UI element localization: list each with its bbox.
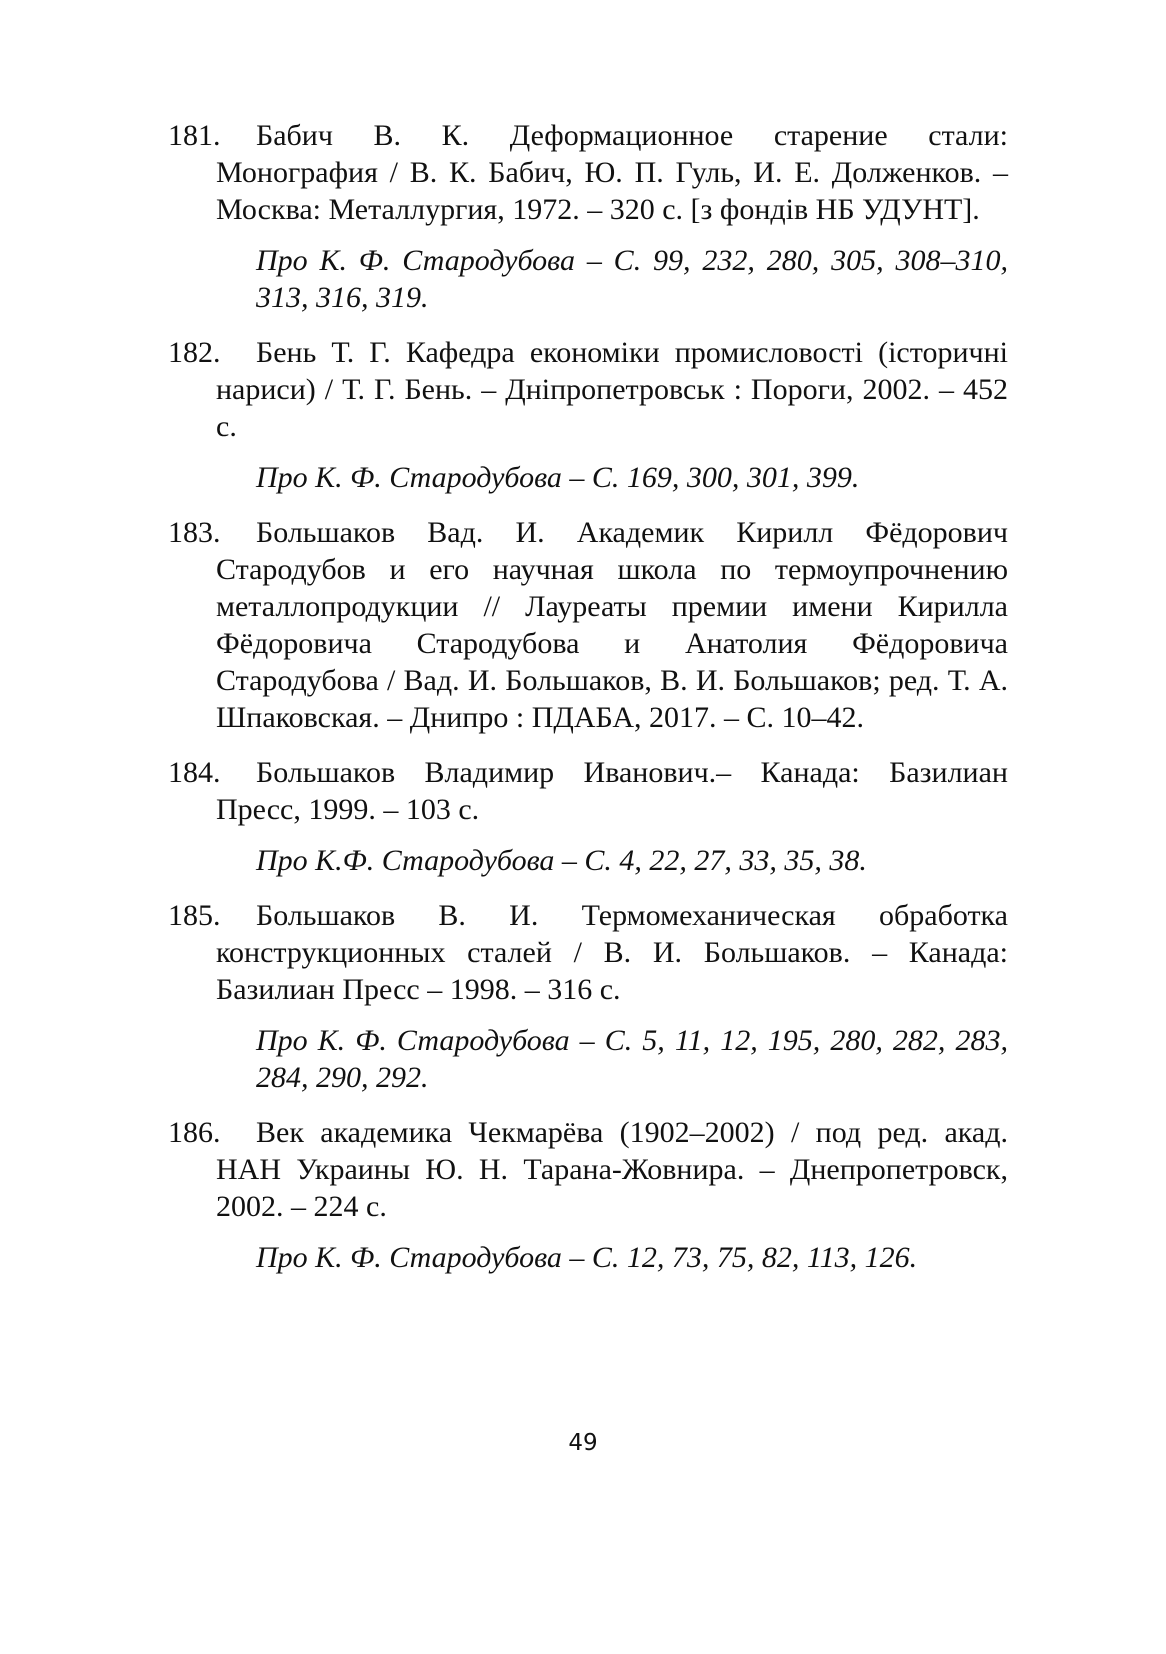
bibliography-entry-185	[168, 897, 1008, 1008]
entry-text: Век академика Чекмарёва (1902–2002) / под ред. акад. НАН Украины Ю. Н. Тарана-Жовнира. – Днепропетровск, 2002. – 224 с.	[216, 1116, 1008, 1223]
entry-text: Большаков Владимир Иванович.– Канада: Базилиан Пресс, 1999. – 103 с.	[216, 756, 1008, 826]
entry-text: Большаков Вад. И. Академик Кирилл Фёдорович Стародубов и его научная школа по термоупрочнению металлопродукции // Лауреаты премии имени Кирилла Фёдоровича Стародубова и Анатолия Фёдоровича Стародубова / Вад. И. Большаков, В. И. Большаков; ред. Т. А. Шпаковская. – Днипро : ПДАБА, 2017. – С. 10–42.	[216, 516, 1008, 734]
entry-number: 185.	[168, 899, 221, 932]
entry-text: Бень Т. Г. Кафедра економіки промисловості (історичні нариси) / Т. Г. Бень. – Дніпропетровськ : Пороги, 2002. – 452 с.	[216, 336, 1008, 443]
entry-number: 181.	[168, 119, 221, 152]
entry-text: Бабич В. К. Деформационное старение стали: Монография / В. К. Бабич, Ю. П. Гуль, И. Е. Долженков. – Москва: Металлургия, 1972. – 320 с. [з фондів НБ УДУНТ].	[216, 119, 1008, 226]
entry-note: Про К.Ф. Стародубова – С. 4, 22, 27, 33, 35, 38.	[256, 844, 867, 877]
entry-text: Большаков В. И. Термомеханическая обработка конструкционных сталей / В. И. Большаков. – Канада: Базилиан Пресс – 1998. – 316 с.	[216, 899, 1008, 1006]
entry-note: Про К. Ф. Стародубова – С. 12, 73, 75, 82, 113, 126.	[256, 1241, 918, 1274]
entry-number: 182.	[168, 336, 221, 369]
bibliography-entry-184	[168, 754, 1008, 828]
entry-number: 183.	[168, 516, 221, 549]
bibliography-entry-182	[168, 334, 1008, 445]
entry-note: Про К. Ф. Стародубова – С. 5, 11, 12, 195, 280, 282, 283, 284, 290, 292.	[256, 1024, 1008, 1094]
entry-spacer	[168, 736, 1008, 754]
entry-number: 184.	[168, 756, 221, 789]
page-number: 49	[568, 1430, 598, 1456]
entry-note: Про К. Ф. Стародубова – С. 99, 232, 280, 305, 308–310, 313, 316, 319.	[256, 244, 1008, 314]
entry-number: 186.	[168, 1116, 221, 1149]
entry-note: Про К. Ф. Стародубова – С. 169, 300, 301, 399.	[256, 461, 860, 494]
bibliography-entry-181	[168, 117, 1008, 228]
bibliography-list	[168, 117, 1008, 1294]
bibliography-entry-186	[168, 1114, 1008, 1225]
bibliography-entry-183	[168, 514, 1008, 736]
